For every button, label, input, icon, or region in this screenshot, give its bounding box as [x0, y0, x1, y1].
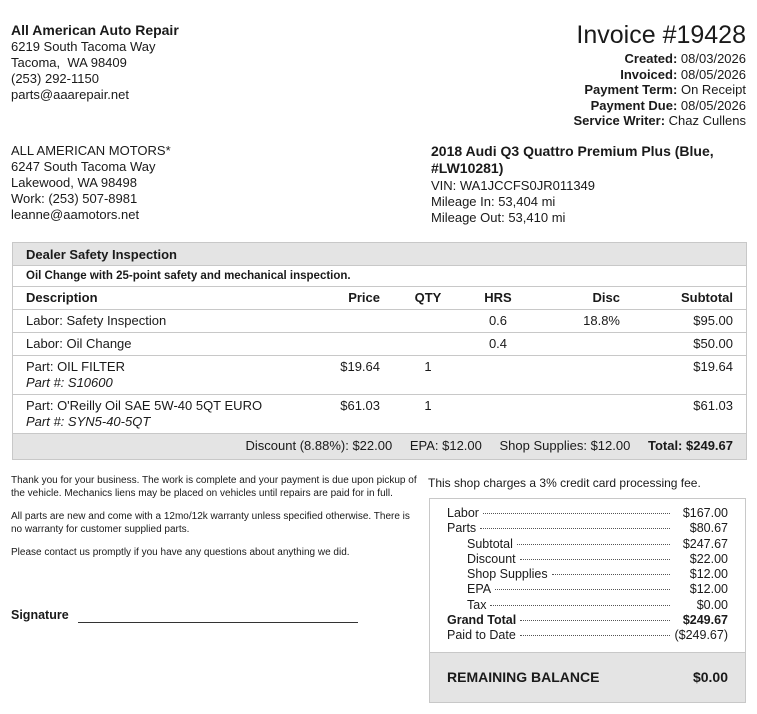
vehicle-mileage-in: Mileage In: 53,404 mi [431, 194, 556, 209]
table-row [13, 332, 746, 355]
invoice-invoiced [574, 67, 746, 83]
summary-label: EPA [467, 582, 492, 597]
summary-value: $249.67 [682, 613, 728, 628]
line-price: $61.03 [313, 394, 393, 433]
line-disc [533, 355, 633, 394]
line-price [313, 332, 393, 355]
summary-value: $22.00 [689, 551, 728, 566]
customer-name: ALL AMERICAN MOTORS* [11, 143, 171, 158]
line-description: Labor: Safety Inspection [26, 312, 167, 328]
summary-value: $167.00 [682, 506, 728, 520]
customer-address-line1: 6247 South Tacoma Way [11, 159, 156, 174]
line-description: Part: OIL FILTER [26, 358, 125, 374]
summary-label: Paid to Date [447, 628, 516, 643]
line-disc: 18.8% [533, 309, 633, 332]
footer-epa: EPA: $12.00 [409, 437, 482, 453]
invoice-header [574, 20, 746, 129]
line-price [313, 309, 393, 332]
payment-due-label: Payment Due: [590, 97, 678, 113]
job-section [12, 242, 747, 460]
payment-term-label: Payment Term: [584, 82, 678, 97]
summary-label: Parts [447, 521, 477, 536]
service-writer-value: Chaz Cullens [668, 113, 746, 128]
created-value: 08/03/2026 [680, 51, 746, 66]
table-row [13, 394, 746, 433]
invoice-payment-term [574, 82, 746, 98]
shop-address-line2: Tacoma, WA 98409 [11, 55, 127, 70]
summary-row-discount [447, 552, 728, 567]
summary-label: Subtotal [467, 536, 513, 551]
shop-info [11, 22, 179, 103]
line-qty [393, 332, 463, 355]
summary-value: $12.00 [689, 567, 728, 582]
line-subtotal: $50.00 [633, 332, 746, 355]
shop-address-line1: 6219 South Tacoma Way [11, 39, 156, 54]
line-part-number: Part #: SYN5-40-5QT [26, 413, 151, 429]
summary-value: $80.67 [689, 521, 728, 536]
summary-label: Grand Total [447, 613, 517, 628]
summary-row-labor [447, 506, 728, 521]
line-items-table [13, 287, 746, 434]
summary-value: $0.00 [696, 597, 728, 612]
table-header-row [13, 287, 746, 309]
service-writer-label: Service Writer: [573, 113, 666, 128]
summary-row-tax [447, 598, 728, 613]
remaining-balance-value: $0.00 [692, 669, 728, 686]
shop-phone: (253) 292-1150 [11, 71, 99, 86]
summary-label: Shop Supplies [467, 567, 548, 582]
summary-row-shop-supplies [447, 567, 728, 582]
line-price: $19.64 [313, 355, 393, 394]
remaining-balance [430, 652, 745, 702]
invoiced-label: Invoiced: [620, 66, 678, 82]
invoice-created [574, 51, 746, 67]
created-label: Created: [624, 51, 678, 66]
col-subtotal: Subtotal [633, 287, 746, 309]
summary-row-parts [447, 521, 728, 536]
payment-due-value: 08/05/2026 [680, 97, 746, 113]
terms-paragraph-1: Thank you for your business. The work is complete and your payment is due upon pickup of the vehicle. Mechanics liens may be placed on vehicles until repairs are paid for in full. [11, 475, 417, 499]
summary-label: Tax [467, 597, 487, 612]
card-fee-note: This shop charges a 3% credit card processing fee. [428, 476, 701, 490]
invoice-title: Invoice #19428 [576, 21, 746, 49]
job-title: Dealer Safety Inspection [13, 243, 746, 266]
customer-email: leanne@aamotors.net [11, 207, 140, 222]
col-price: Price [313, 287, 393, 309]
line-qty: 1 [393, 394, 463, 433]
terms-paragraph-2: All parts are new and come with a 12mo/12k warranty unless specified otherwise. There is no warranty for customer supplied parts. [11, 511, 410, 535]
summary-label: Discount [467, 551, 516, 566]
customer-info [11, 143, 171, 223]
job-footer [13, 434, 746, 459]
signature-line [78, 622, 358, 623]
summary-value: $247.67 [682, 536, 728, 551]
line-subtotal: $95.00 [633, 309, 746, 332]
customer-work-phone: Work: (253) 507-8981 [11, 191, 138, 206]
col-description: Description [13, 287, 313, 309]
vehicle-mileage-out: Mileage Out: 53,410 mi [431, 210, 566, 225]
line-hrs: 0.6 [463, 309, 533, 332]
totals-summary [429, 498, 746, 703]
line-description: Part: O'Reilly Oil SAE 5W-40 5QT EURO [26, 397, 263, 413]
shop-name: All American Auto Repair [11, 22, 179, 38]
line-subtotal: $61.03 [633, 394, 746, 433]
line-disc [533, 332, 633, 355]
footer-total: Total: $249.67 [647, 437, 733, 453]
footer-discount: Discount (8.88%): $22.00 [245, 437, 393, 453]
line-subtotal: $19.64 [633, 355, 746, 394]
line-hrs [463, 355, 533, 394]
summary-label: Labor [447, 506, 479, 520]
line-hrs: 0.4 [463, 332, 533, 355]
col-disc: Disc [533, 287, 633, 309]
table-row [13, 309, 746, 332]
line-part-number: Part #: S10600 [26, 374, 113, 390]
col-hrs: HRS [463, 287, 533, 309]
vehicle-info [431, 143, 731, 226]
invoice-service-writer [574, 113, 746, 129]
line-description: Labor: Oil Change [26, 335, 132, 351]
footer-shop-supplies: Shop Supplies: $12.00 [499, 437, 631, 453]
line-disc [533, 394, 633, 433]
invoice-payment-due [574, 98, 746, 114]
col-qty: QTY [393, 287, 463, 309]
signature-label: Signature [11, 608, 69, 622]
line-qty [393, 309, 463, 332]
job-description: Oil Change with 25-point safety and mechanical inspection. [13, 266, 746, 287]
terms-paragraph-3: Please contact us promptly if you have any questions about anything we did. [11, 547, 350, 558]
table-row [13, 355, 746, 394]
line-hrs [463, 394, 533, 433]
vehicle-title: 2018 Audi Q3 Quattro Premium Plus (Blue, #LW10281) [431, 143, 714, 176]
invoiced-value: 08/05/2026 [680, 66, 746, 82]
remaining-balance-label: REMAINING BALANCE [447, 669, 600, 686]
summary-value: ($249.67) [674, 628, 728, 643]
vehicle-vin: VIN: WA1JCCFS0JR011349 [431, 178, 596, 193]
customer-address-line2: Lakewood, WA 98498 [11, 175, 137, 190]
shop-email: parts@aaarepair.net [11, 87, 129, 102]
summary-row-subtotal [447, 537, 728, 552]
line-qty: 1 [393, 355, 463, 394]
summary-row-epa [447, 582, 728, 597]
summary-row-grand-total [447, 613, 728, 628]
terms-text [11, 475, 421, 571]
summary-row-paid-to-date [447, 628, 728, 643]
summary-value: $12.00 [689, 582, 728, 597]
payment-term-value: On Receipt [680, 82, 746, 97]
